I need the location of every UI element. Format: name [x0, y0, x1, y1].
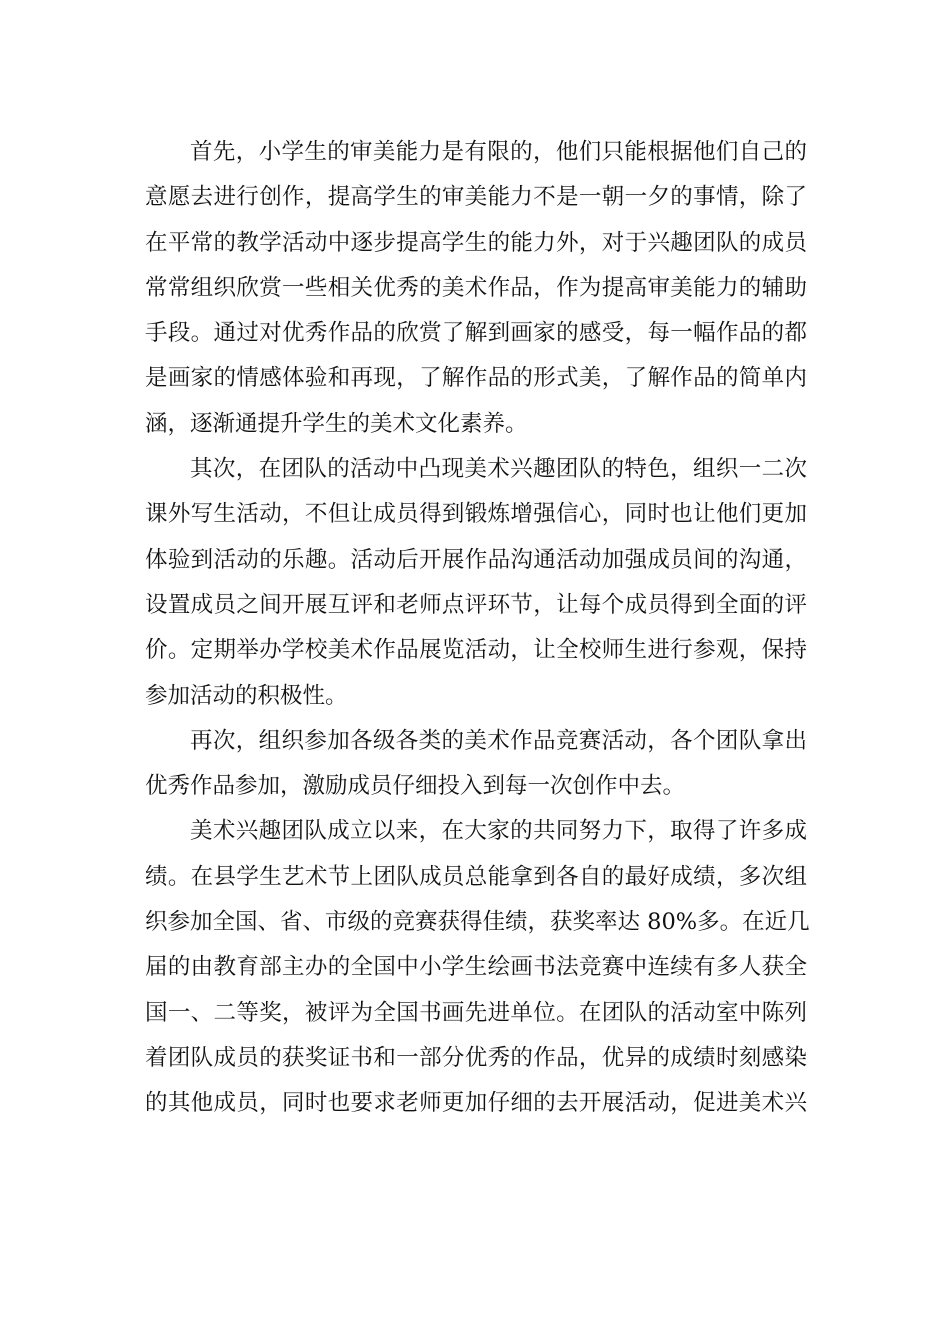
text-line: 手段。通过对优秀作品的欣赏了解到画家的感受，每一幅作品的都 [145, 320, 807, 347]
text-line: 在平常的教学活动中逐步提高学生的能力外，对于兴趣团队的成员 [145, 229, 807, 256]
body-text [145, 130, 810, 1127]
text-line: 着团队成员的获奖证书和一部分优秀的作品，优异的成绩时刻感染 [145, 1044, 807, 1071]
text-line: 体验到活动的乐趣。活动后开展作品沟通活动加强成员间的沟通， [145, 546, 807, 573]
text-line: 首先，小学生的审美能力是有限的，他们只能根据他们自己的 [190, 139, 807, 165]
text-line: 是画家的情感体验和再现，了解作品的形式美，了解作品的简单内 [145, 365, 807, 392]
text-line: 国一、二等奖，被评为全国书画先进单位。在团队的活动室中陈列 [145, 999, 807, 1026]
text-line: 优秀作品参加，激励成员仔细投入到每一次创作中去。 [145, 773, 686, 800]
text-line: 设置成员之间开展互评和老师点评环节，让每个成员得到全面的评 [145, 591, 807, 618]
text-line: 的其他成员，同时也要求老师更加仔细的去开展活动，促进美术兴 [145, 1090, 807, 1117]
text-line: 织参加全国、省、市级的竞赛获得佳绩，获奖率达 80%多。在近几 [145, 909, 810, 936]
paragraph-1 [145, 130, 807, 447]
text-line: 届的由教育部主办的全国中小学生绘画书法竞赛中连续有多人获全 [145, 954, 807, 981]
text-line: 涵，逐渐通提升学生的美术文化素养。 [145, 410, 528, 437]
text-line: 再次，组织参加各级各类的美术作品竞赛活动，各个团队拿出 [190, 727, 807, 754]
text-line: 意愿去进行创作，提高学生的审美能力不是一朝一夕的事情，除了 [145, 184, 807, 211]
text-line: 常常组织欣赏一些相关优秀的美术作品，作为提高审美能力的辅助 [145, 274, 807, 301]
text-line: 其次，在团队的活动中凸现美术兴趣团队的特色，组织一二次 [190, 456, 807, 483]
paragraph-4 [145, 809, 810, 1126]
text-line: 价。定期举办学校美术作品展览活动，让全校师生进行参观，保持 [145, 637, 807, 664]
paragraph-3 [145, 719, 807, 810]
text-line: 绩。在县学生艺术节上团队成员总能拿到各自的最好成绩，多次组 [145, 863, 807, 890]
paragraph-2 [145, 447, 807, 719]
text-line: 参加活动的积极性。 [145, 682, 348, 709]
text-line: 课外写生活动，不但让成员得到锻炼增强信心，同时也让他们更加 [145, 501, 807, 528]
text-line: 美术兴趣团队成立以来，在大家的共同努力下，取得了许多成 [190, 818, 807, 845]
